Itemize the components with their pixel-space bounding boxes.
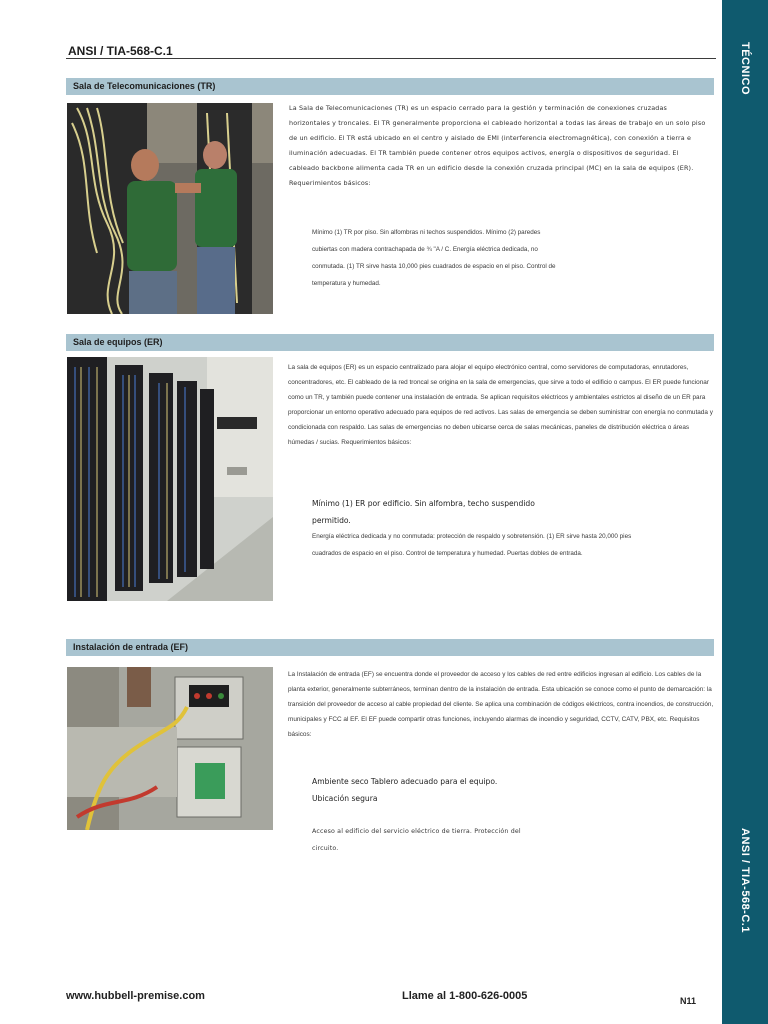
- telecom-room-photo: [67, 103, 273, 314]
- ef-requirements: Acceso al edificio del servicio eléctrico de tierra. Protección del circuito.: [312, 828, 521, 852]
- page-title: ANSI / TIA-568-C.1: [68, 44, 173, 58]
- section-heading: Instalación de entrada (EF): [73, 642, 189, 652]
- section-header-er: [66, 334, 714, 351]
- side-tab-label-standard: ANSI / TIA-568-C.1: [739, 828, 751, 933]
- ef-description: La Instalación de entrada (EF) se encuentra donde el proveedor de acceso y los cables de red entre edificios ingresan al edificio. Los cables de la planta exterior, generalmente subterráneos, terminan dentro de la instalación de entrada. Esta ubicación se conoce como el punto de demarcación: la transición del proveedor de acceso al cable propiedad del cliente. Se aplica una combinación de códigos eléctricos, contra incendios, de construcción, municipales y FCC al EF. El EF puede compartir otras funciones, incluyendo alarmas de incendio y seguridad, CCTV, CATV, PBX, etc. Requisitos básicos:: [288, 671, 714, 738]
- side-tab-label-tecnico: TÉCNICO: [739, 42, 751, 95]
- section-header-ef: [66, 639, 714, 656]
- section-heading: Sala de Telecomunicaciones (TR): [73, 81, 216, 91]
- er-description: La sala de equipos (ER) es un espacio centralizado para alojar el equipo electrónico central, como servidores de computadoras, enrutadores, concentradores, etc. El cableado de la red troncal se origina en la sala de emergencias, que sirve a todo el edificio o campus. El ER puede funcionar como un TR, y también puede contener una instalación de entrada. Se aplican requisitos eléctricos y ambientales estrictos al diseño de un ER para proporcionar un entorno operativo adecuado para equipos de red activos. Las salas de emergencia se deben suministrar con energía no conmutada y condicionada con respaldo. Las salas de emergencias no deben ubicarse cerca de salas mecánicas, paneles de distribución eléctrica o áreas húmedas / sucias. Requerimientos básicos:: [288, 364, 713, 446]
- entrance-facility-photo: [67, 667, 273, 830]
- tr-requirements: Mínimo (1) TR por piso. Sin alfombras ni techos suspendidos. Mínimo (2) paredes cubiertas con madera contrachapada de ¾ "A / C. Energía eléctrica dedicada, no conmutada. (1) TR sirve hasta 10,000 pies cuadrados de espacio en el piso. Control de temperatura y humedad.: [312, 229, 556, 287]
- er-requirements: Energía eléctrica dedicada y no conmutada: protección de respaldo y sobretensión. (1) ER sirve hasta 20,000 pies cuadrados de espacio en el piso. Control de temperatura y humedad. Puertas dobles de entrada.: [312, 533, 632, 557]
- ef-requirements-lead: Ambiente seco Tablero adecuado para el equipo. Ubicación segura: [312, 777, 498, 803]
- equipment-room-photo: [67, 357, 273, 601]
- footer-website[interactable]: www.hubbell-premise.com: [66, 990, 205, 1002]
- footer-phone: Llame al 1-800-626-0005: [402, 990, 528, 1002]
- er-requirements-lead: Mínimo (1) ER por edificio. Sin alfombra, techo suspendido permitido.: [312, 499, 535, 525]
- section-heading: Sala de equipos (ER): [73, 337, 163, 347]
- section-header-tr: [66, 78, 714, 95]
- title-divider: [66, 58, 716, 59]
- tr-description: La Sala de Telecomunicaciones (TR) es un espacio cerrado para la gestión y terminación de conexiones cruzadas horizontales y troncales. El TR generalmente proporciona el cableado horizontal a todas las áreas de trabajo en un solo piso de un edificio. El TR está ubicado en el centro y aislado de EMI (interferencia electromagnética), con conexión a tierra e iluminación adecuadas. El TR también puede contener otros equipos activos, energía o dispositivos de seguridad. El cableado backbone alimenta cada TR en un edificio desde la conexión cruzada principal (MC) en la sala de equipos (ER). Requerimientos básicos:: [289, 104, 706, 187]
- page-number: N11: [680, 996, 697, 1006]
